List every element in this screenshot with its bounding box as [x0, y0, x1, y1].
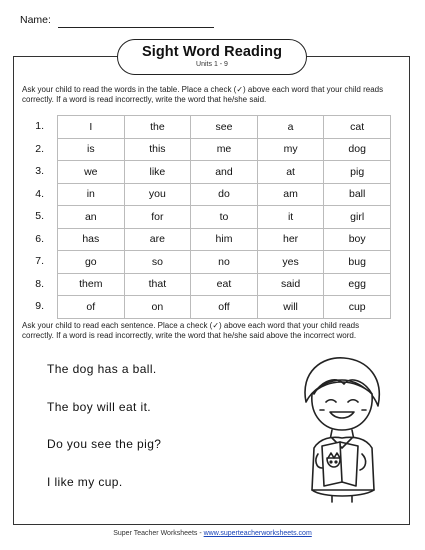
row-number: 6.: [35, 232, 44, 245]
word-cell: for: [124, 206, 191, 229]
word-cell: her: [257, 228, 324, 251]
row-number-column: [24, 115, 44, 318]
page-subtitle: Units 1 - 9: [196, 61, 228, 68]
word-cell: ball: [324, 183, 391, 206]
table-row: [58, 251, 391, 274]
word-cell: see: [191, 116, 258, 139]
sentence-2: The boy will eat it.: [47, 400, 152, 414]
word-cell: this: [124, 138, 191, 161]
name-input-line[interactable]: [58, 27, 214, 28]
word-cell: dog: [324, 138, 391, 161]
word-cell: boy: [324, 228, 391, 251]
word-cell: bug: [324, 251, 391, 274]
word-cell: him: [191, 228, 258, 251]
word-cell: to: [191, 206, 258, 229]
table-row: [58, 296, 391, 319]
word-cell: the: [124, 116, 191, 139]
word-cell: is: [58, 138, 125, 161]
row-number: 4.: [35, 187, 44, 200]
table-row: [58, 138, 391, 161]
table-instructions: Ask your child to read the words in the table. Place a check (✓) above each word that your child reads correctly. If a word is read incorrectly, write the word that he/she said.: [22, 85, 384, 104]
word-cell: an: [58, 206, 125, 229]
word-cell: them: [58, 273, 125, 296]
sentence-3: Do you see the pig?: [47, 437, 162, 451]
word-cell: egg: [324, 273, 391, 296]
word-cell: said: [257, 273, 324, 296]
row-number: 3.: [35, 165, 44, 177]
table-row: [58, 116, 391, 139]
table-row: [58, 273, 391, 296]
word-cell: my: [257, 138, 324, 161]
row-number: 1.: [35, 120, 44, 132]
word-cell: am: [257, 183, 324, 206]
word-cell: me: [191, 138, 258, 161]
word-cell: has: [58, 228, 125, 251]
word-cell: on: [124, 296, 191, 319]
row-number: 5.: [35, 210, 44, 222]
word-cell: that: [124, 273, 191, 296]
word-cell: no: [191, 251, 258, 274]
sentence-instructions: Ask your child to read each sentence. Place a check (✓) above each word that your child reads correctly. If a word is read incorrectly, write the word that he/she said above the incorrect word.: [22, 321, 360, 340]
title-banner: [117, 39, 307, 75]
sight-word-table: [57, 115, 391, 319]
word-cell: and: [191, 161, 258, 184]
word-cell: do: [191, 183, 258, 206]
word-cell: yes: [257, 251, 324, 274]
word-cell: cup: [324, 296, 391, 319]
word-cell: I: [58, 116, 125, 139]
word-cell: of: [58, 296, 125, 319]
footer: [0, 530, 425, 537]
table-row: [58, 161, 391, 184]
word-cell: in: [58, 183, 125, 206]
word-cell: pig: [324, 161, 391, 184]
word-cell: it: [257, 206, 324, 229]
footer-link[interactable]: www.superteacherworksheets.com: [203, 530, 312, 537]
row-number: 8.: [35, 277, 44, 290]
word-cell: are: [124, 228, 191, 251]
table-row: [58, 228, 391, 251]
footer-text: Super Teacher Worksheets -: [113, 530, 204, 537]
name-label: Name:: [20, 14, 51, 26]
word-cell: eat: [191, 273, 258, 296]
table-row: [58, 206, 391, 229]
sentence-4: I like my cup.: [47, 475, 123, 489]
word-cell: like: [124, 161, 191, 184]
row-number: 9.: [35, 300, 44, 312]
word-cell: so: [124, 251, 191, 274]
word-cell: we: [58, 161, 125, 184]
row-number: 2.: [35, 142, 44, 155]
word-cell: off: [191, 296, 258, 319]
word-cell: you: [124, 183, 191, 206]
page-title: Sight Word Reading: [141, 44, 283, 60]
girl-reading-book-icon: [292, 350, 392, 504]
word-cell: go: [58, 251, 125, 274]
word-cell: girl: [324, 206, 391, 229]
word-cell: a: [257, 116, 324, 139]
row-number: 7.: [35, 255, 44, 267]
sentence-1: The dog has a ball.: [47, 362, 157, 376]
word-cell: will: [257, 296, 324, 319]
table-row: [58, 183, 391, 206]
word-cell: cat: [324, 116, 391, 139]
word-cell: at: [257, 161, 324, 184]
